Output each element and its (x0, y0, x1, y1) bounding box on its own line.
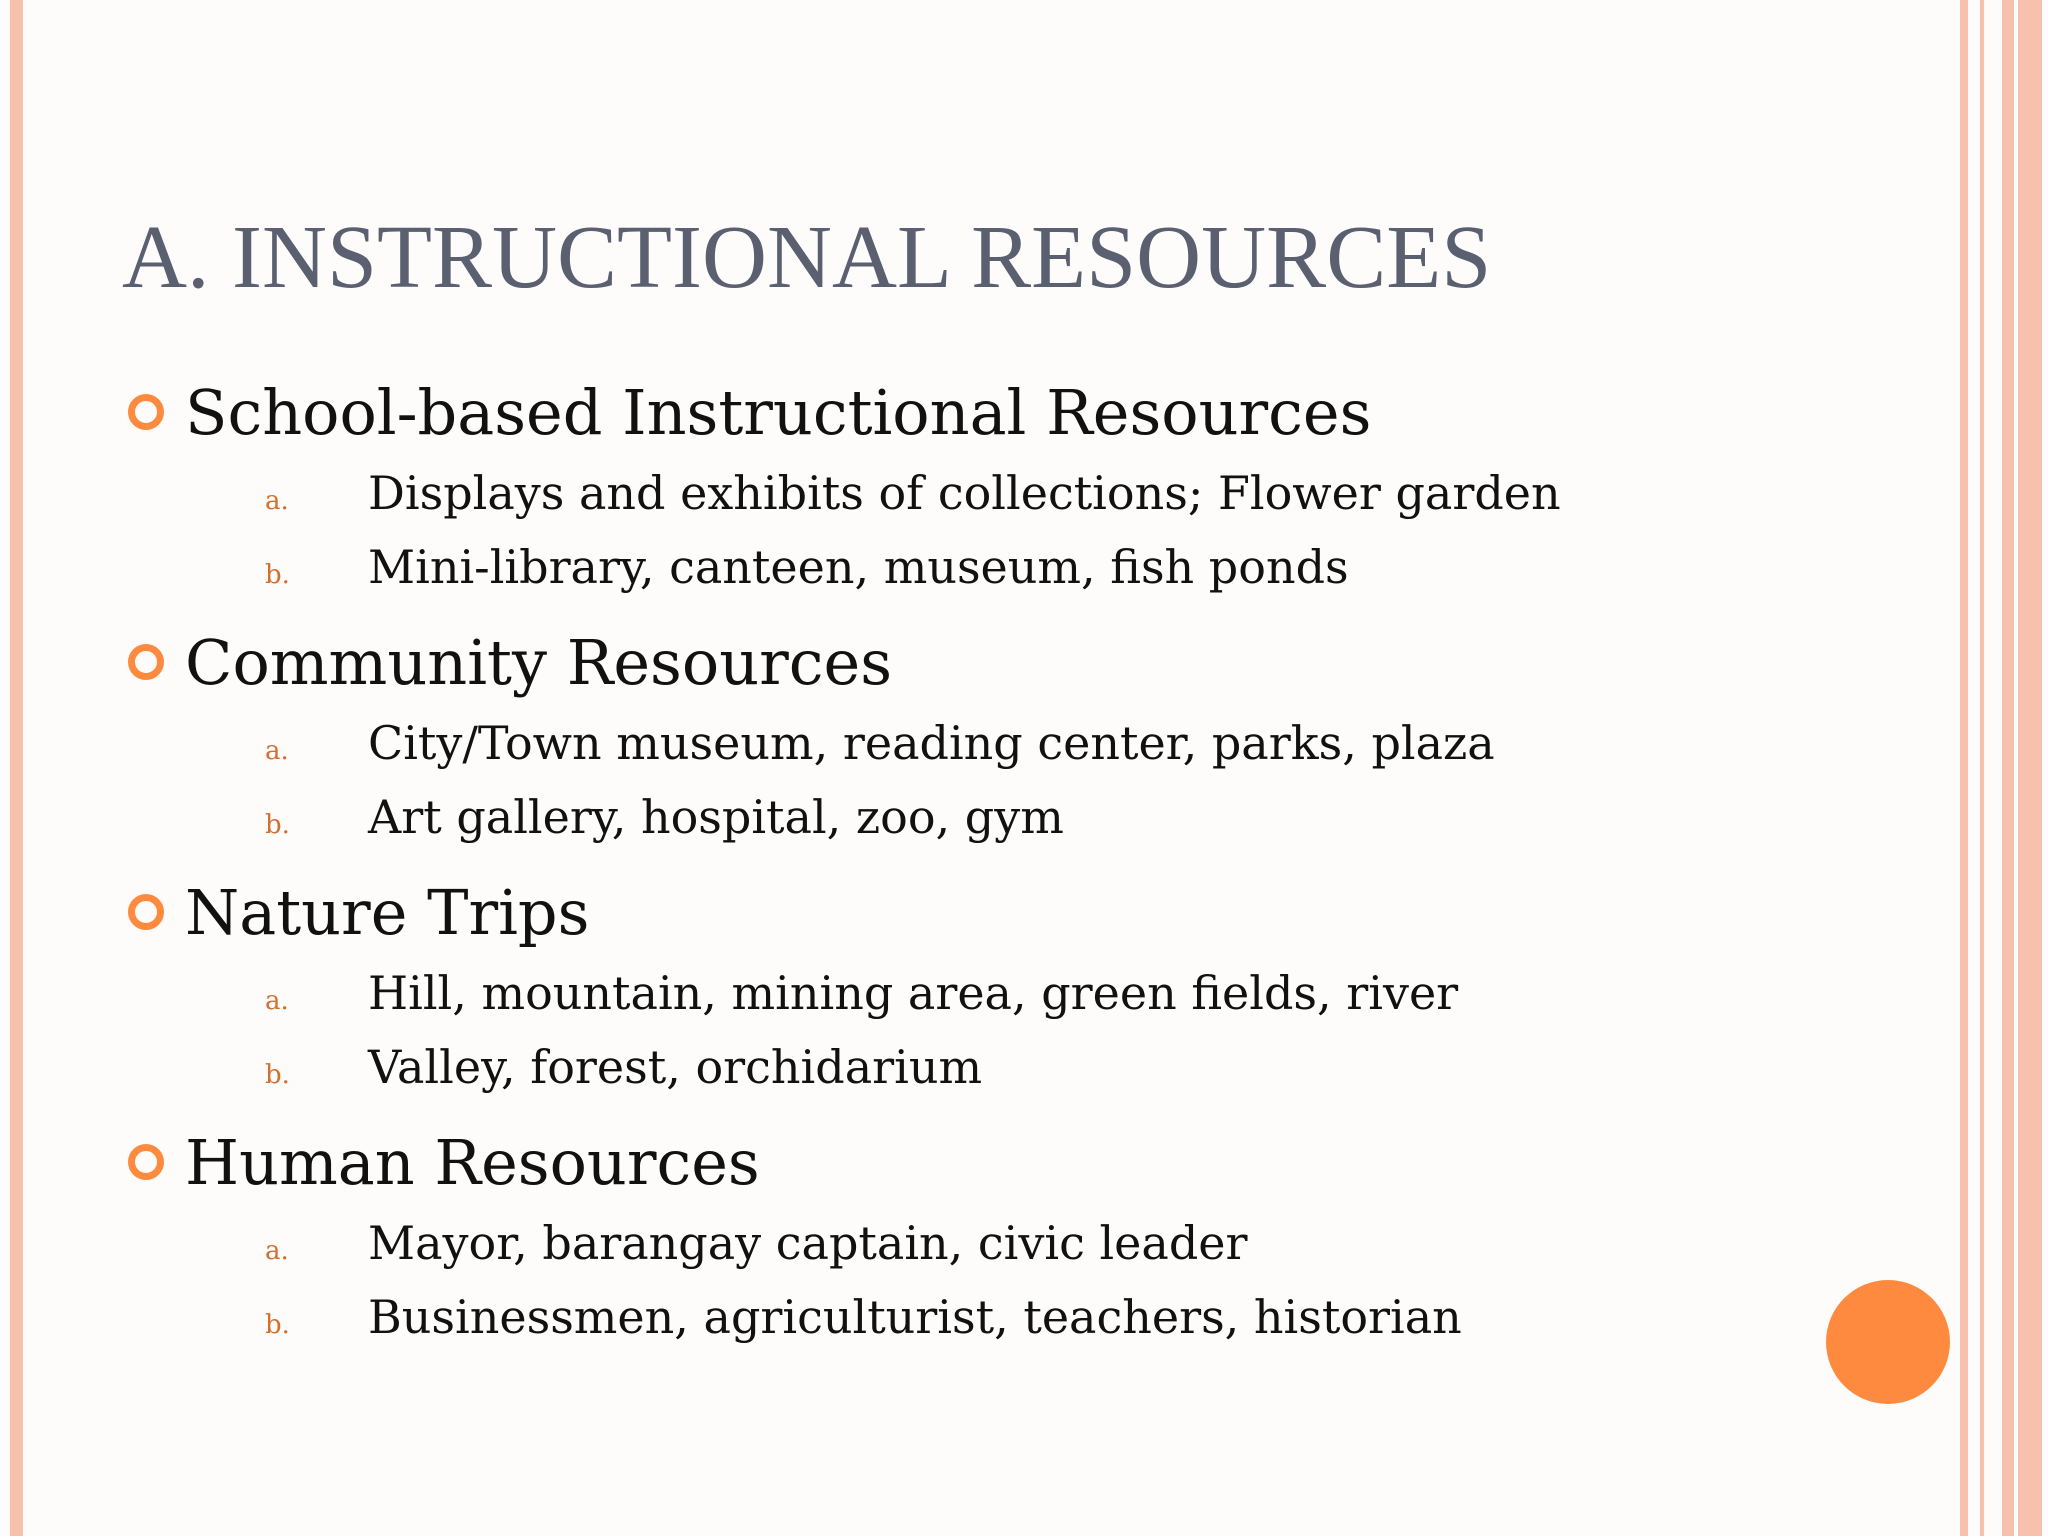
section-human-resources (0, 1120, 1780, 1354)
list-item-text: Art gallery, hospital, zoo, gym (368, 790, 1064, 844)
section-nature-trips (0, 870, 1780, 1104)
section-label: Community Resources (185, 626, 893, 699)
bullet-circle-icon (128, 394, 164, 430)
slide-title: A. INSTRUCTIONAL RESOURCES (122, 208, 1492, 307)
list-item-text: City/Town museum, reading center, parks, plaza (368, 716, 1495, 770)
list-item (0, 956, 1780, 1030)
list-item (0, 1280, 1780, 1354)
list-item (0, 706, 1780, 780)
list-item (0, 780, 1780, 854)
right-frame-stripes (1956, 0, 2048, 1536)
section-label: Human Resources (185, 1126, 760, 1199)
list-item-text: Mayor, barangay captain, civic leader (368, 1216, 1248, 1270)
section-school-based (0, 370, 1780, 604)
decorative-circle-icon (1826, 1280, 1950, 1404)
list-marker: b. (265, 1310, 290, 1340)
list-marker: b. (265, 560, 290, 590)
list-item (0, 1030, 1780, 1104)
section-heading (0, 870, 1780, 956)
list-item-text: Mini-library, canteen, museum, fish ponds (368, 540, 1349, 594)
list-marker: b. (265, 1060, 290, 1090)
bullet-circle-icon (128, 644, 164, 680)
list-item-text: Hill, mountain, mining area, green fields, river (368, 966, 1459, 1020)
resource-list (0, 370, 1780, 1354)
section-heading (0, 370, 1780, 456)
list-item (0, 456, 1780, 530)
list-item-text: Businessmen, agriculturist, teachers, historian (368, 1290, 1462, 1344)
section-heading (0, 620, 1780, 706)
list-item (0, 530, 1780, 604)
bullet-circle-icon (128, 1144, 164, 1180)
list-marker: a. (265, 1236, 289, 1266)
section-label: School-based Instructional Resources (185, 376, 1372, 449)
section-community (0, 620, 1780, 854)
list-marker: a. (265, 736, 289, 766)
section-heading (0, 1120, 1780, 1206)
list-item-text: Valley, forest, orchidarium (368, 1040, 983, 1094)
list-marker: b. (265, 810, 290, 840)
list-marker: a. (265, 986, 289, 1016)
section-label: Nature Trips (185, 876, 590, 949)
list-item (0, 1206, 1780, 1280)
list-marker: a. (265, 486, 289, 516)
list-item-text: Displays and exhibits of collections; Flower garden (368, 466, 1561, 520)
bullet-circle-icon (128, 894, 164, 930)
